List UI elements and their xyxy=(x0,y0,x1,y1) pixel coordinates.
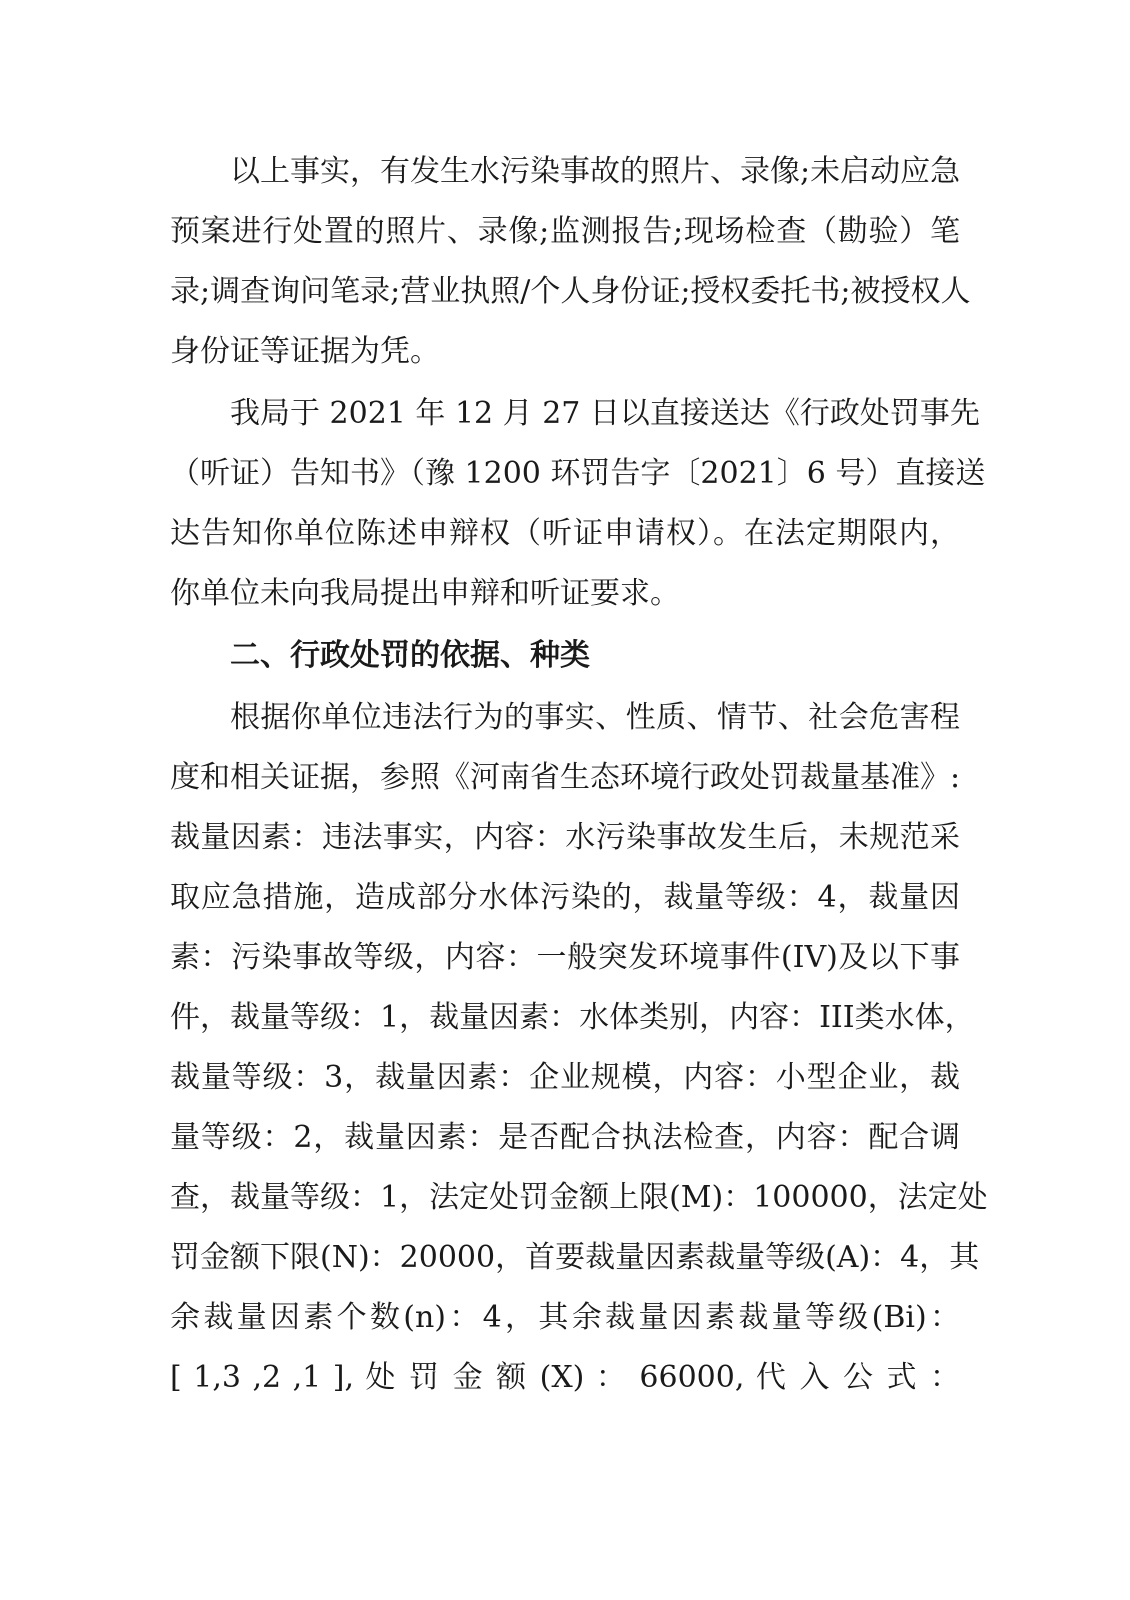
text-line: 罚金额下限(N)：20000，首要裁量因素裁量等级(A)：4，其 xyxy=(170,1240,980,1275)
text-line: 查，裁量等级：1，法定处罚金额上限(M)：100000，法定处 xyxy=(170,1180,988,1215)
section-heading: 二、行政处罚的依据、种类 xyxy=(230,638,590,673)
text-line: 你单位未向我局提出申辩和听证要求。 xyxy=(170,576,680,611)
text-line: 预案进行处置的照片、录像;监测报告;现场检查（勘验）笔 xyxy=(170,214,960,249)
text-line: 度和相关证据，参照《河南省生态环境行政处罚裁量基准》: xyxy=(170,760,961,795)
text-line: 身份证等证据为凭。 xyxy=(170,334,440,369)
text-line: 取应急措施，造成部分水体污染的，裁量等级：4，裁量因 xyxy=(170,880,960,915)
text-line: 裁量因素：违法事实，内容：水污染事故发生后，未规范采 xyxy=(170,820,960,855)
text-line: 达告知你单位陈述申辩权（听证申请权）。在法定期限内， xyxy=(170,516,960,551)
text-line: 录;调查询问笔录;营业执照/个人身份证;授权委托书;被授权人 xyxy=(170,274,971,309)
text-line: 以上事实，有发生水污染事故的照片、录像;未启动应急 xyxy=(230,154,961,189)
text-line: 素：污染事故等级，内容：一般突发环境事件(IV)及以下事 xyxy=(170,940,960,975)
text-line: 量等级：2，裁量因素：是否配合执法检查，内容：配合调 xyxy=(170,1120,960,1155)
text-line: 裁量等级：3，裁量因素：企业规模，内容：小型企业，裁 xyxy=(170,1060,960,1095)
text-line: [ 1,3 ,2 ,1 ], 处 罚 金 额 (X) ： 66000, 代 入 公 式 ： xyxy=(170,1360,960,1395)
text-line: 余裁量因素个数(n)：4，其余裁量因素裁量等级(Bi)： xyxy=(170,1300,960,1335)
text-line: 件，裁量等级：1，裁量因素：水体类别，内容：III类水体， xyxy=(170,1000,975,1035)
text-line: 我局于 2021 年 12 月 27 日以直接送达《行政处罚事先 xyxy=(230,396,980,431)
text-line: （听证）告知书》（豫 1200 环罚告字〔2021〕6 号）直接送 xyxy=(170,456,986,491)
text-line: 根据你单位违法行为的事实、性质、情节、社会危害程 xyxy=(230,700,960,735)
